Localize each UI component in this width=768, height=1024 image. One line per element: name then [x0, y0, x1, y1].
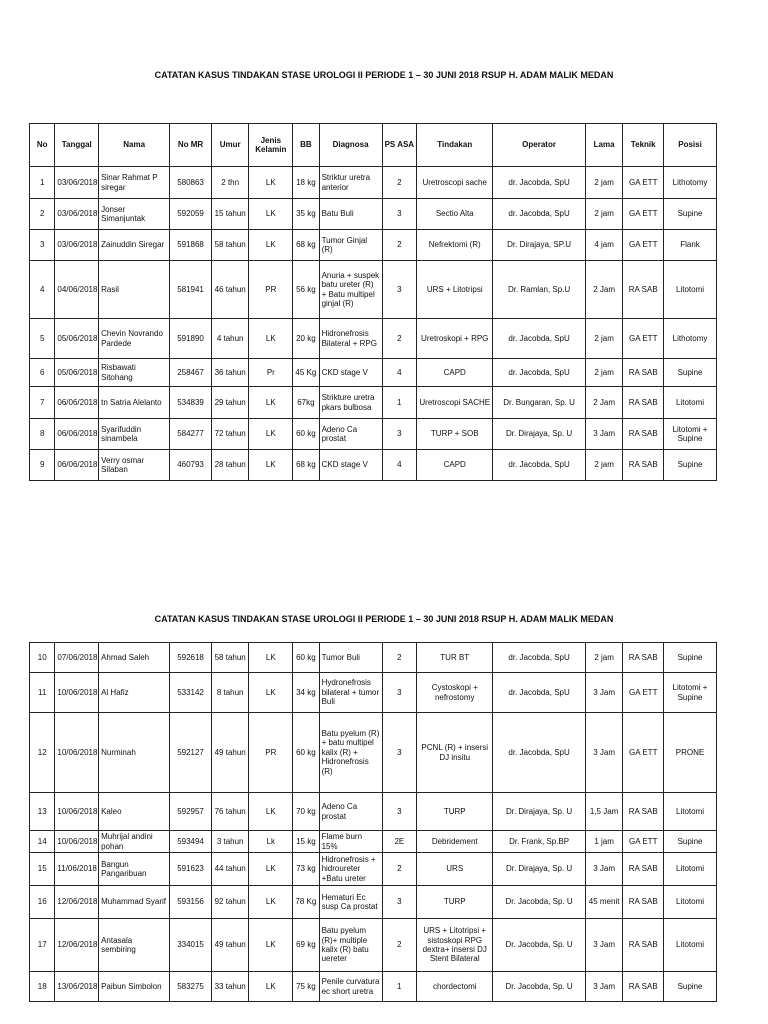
cell-no: 6	[30, 359, 55, 387]
cell-tindakan: Sectio Alta	[417, 199, 493, 230]
cell-jenis-kelamin: Pr	[249, 359, 293, 387]
cell-teknik: RA SAB	[623, 387, 664, 419]
cell-no-mr: 584277	[170, 419, 212, 450]
table-row	[30, 793, 717, 831]
cell-posisi: Supine	[664, 199, 717, 230]
cell-tindakan: URS + Litotripsi + sistoskopi RPG dextra+ insersi DJ Stent Bilateral	[417, 919, 493, 972]
cell-lama: 3 Jam	[585, 419, 623, 450]
table-row	[30, 319, 717, 359]
cell-umur: 76 tahun	[211, 793, 249, 831]
table-row	[30, 713, 717, 793]
cell-bb: 70 kg	[293, 793, 319, 831]
cell-jenis-kelamin: LK	[249, 919, 293, 972]
cell-operator: Dr. Jacobda, Sp. U	[493, 919, 585, 972]
cell-teknik: GA ETT	[623, 319, 664, 359]
cell-tanggal: 11/06/2018	[55, 853, 99, 886]
cell-tindakan: TURP	[417, 793, 493, 831]
cell-ps-asa: 3	[382, 713, 417, 793]
cell-teknik: GA ETT	[623, 713, 664, 793]
cell-umur: 2 thn	[211, 167, 249, 199]
cell-posisi: Litotomi	[664, 261, 717, 319]
cell-no-mr: 581941	[170, 261, 212, 319]
cell-ps-asa: 3	[382, 793, 417, 831]
header-diagnosa: Diagnosa	[319, 124, 382, 167]
cell-nama: Muhammad Syarif	[99, 886, 170, 919]
cell-no-mr: 591623	[170, 853, 212, 886]
cell-tindakan: Uretroscopi SACHE	[417, 387, 493, 419]
cell-tindakan: CAPD	[417, 359, 493, 387]
cell-tanggal: 05/06/2018	[55, 319, 99, 359]
cell-teknik: GA ETT	[623, 673, 664, 713]
cell-bb: 73 kg	[293, 853, 319, 886]
cell-ps-asa: 4	[382, 450, 417, 481]
table-row	[30, 972, 717, 1002]
cell-diagnosa: Striktur uretra anterior	[319, 167, 382, 199]
cell-umur: 58 tahun	[211, 230, 249, 261]
cell-operator: dr. Jacobda, SpU	[493, 673, 585, 713]
cell-teknik: RA SAB	[623, 643, 664, 673]
cell-operator: Dr. Ramlan, Sp.U	[493, 261, 585, 319]
cell-lama: 3 Jam	[585, 972, 623, 1002]
table-row	[30, 919, 717, 972]
cell-tindakan: CAPD	[417, 450, 493, 481]
cell-teknik: RA SAB	[623, 261, 664, 319]
cell-operator: Dr. Jacobda, Sp. U	[493, 972, 585, 1002]
cell-bb: 20 kg	[293, 319, 319, 359]
cell-no: 3	[30, 230, 55, 261]
cell-posisi: Supine	[664, 831, 717, 853]
header-operator: Operator	[493, 124, 585, 167]
cell-jenis-kelamin: Lk	[249, 831, 293, 853]
cell-posisi: Supine	[664, 643, 717, 673]
cell-operator: dr. Jacobda, SpU	[493, 199, 585, 230]
cell-umur: 29 tahun	[211, 387, 249, 419]
table-row	[30, 199, 717, 230]
cell-umur: 49 tahun	[211, 919, 249, 972]
page-title: CATATAN KASUS TINDAKAN STASE UROLOGI II PERIODE 1 – 30 JUNI 2018 RSUP H. ADAM MALIK MEDAN	[154, 70, 614, 80]
cell-teknik: GA ETT	[623, 167, 664, 199]
cell-lama: 2 jam	[585, 643, 623, 673]
cell-lama: 3 Jam	[585, 919, 623, 972]
cell-umur: 44 tahun	[211, 853, 249, 886]
cell-no: 9	[30, 450, 55, 481]
cell-posisi: Litotomi + Supine	[664, 673, 717, 713]
cell-no: 18	[30, 972, 55, 1002]
table-row	[30, 359, 717, 387]
cell-bb: 60 kg	[293, 643, 319, 673]
cell-diagnosa: Batu pyelum (R) + batu multipel kalix (R) + Hidronefrosis (R)	[319, 713, 382, 793]
cell-nama: Kaleo	[99, 793, 170, 831]
cell-tanggal: 03/06/2018	[55, 199, 99, 230]
cell-no: 14	[30, 831, 55, 853]
cell-umur: 36 tahun	[211, 359, 249, 387]
cell-no-mr: 592618	[170, 643, 212, 673]
cell-teknik: RA SAB	[623, 972, 664, 1002]
cell-bb: 68 kg	[293, 230, 319, 261]
cell-umur: 28 tahun	[211, 450, 249, 481]
cell-posisi: Supine	[664, 359, 717, 387]
cell-nama: Jonser Simanjuntak	[99, 199, 170, 230]
cell-jenis-kelamin: LK	[249, 793, 293, 831]
cell-ps-asa: 1	[382, 387, 417, 419]
cell-tanggal: 06/06/2018	[55, 387, 99, 419]
header-no-mr: No MR	[170, 124, 212, 167]
header-no: No	[30, 124, 55, 167]
cell-nama: Sinar Rahmat P siregar	[99, 167, 170, 199]
cell-lama: 2 jam	[585, 450, 623, 481]
header-posisi: Posisi	[664, 124, 717, 167]
table-row	[30, 230, 717, 261]
cell-lama: 2 jam	[585, 167, 623, 199]
table-row	[30, 831, 717, 853]
cell-diagnosa: Hydronefrosis bilateral + tumor Buli	[319, 673, 382, 713]
cell-lama: 3 Jam	[585, 713, 623, 793]
cell-no-mr: 593156	[170, 886, 212, 919]
cell-lama: 2 Jam	[585, 387, 623, 419]
cell-ps-asa: 2	[382, 230, 417, 261]
cell-umur: 49 tahun	[211, 713, 249, 793]
cell-jenis-kelamin: LK	[249, 673, 293, 713]
cell-nama: Rasil	[99, 261, 170, 319]
cell-jenis-kelamin: LK	[249, 643, 293, 673]
cell-jenis-kelamin: LK	[249, 167, 293, 199]
cell-no-mr: 583275	[170, 972, 212, 1002]
cell-no: 8	[30, 419, 55, 450]
cell-bb: 60 kg	[293, 419, 319, 450]
cell-lama: 2 Jam	[585, 261, 623, 319]
cell-teknik: RA SAB	[623, 793, 664, 831]
cell-posisi: Supine	[664, 972, 717, 1002]
cell-diagnosa: Hidronefrosis Bilateral + RPG	[319, 319, 382, 359]
cell-no: 11	[30, 673, 55, 713]
cell-tindakan: PCNL (R) + insersi DJ insitu	[417, 713, 493, 793]
cell-jenis-kelamin: LK	[249, 419, 293, 450]
cell-diagnosa: Batu Buli	[319, 199, 382, 230]
cell-lama: 3 Jam	[585, 673, 623, 713]
cell-jenis-kelamin: PR	[249, 261, 293, 319]
cell-diagnosa: Tumor Buli	[319, 643, 382, 673]
cell-tanggal: 10/06/2018	[55, 673, 99, 713]
cell-posisi: Litotomi	[664, 387, 717, 419]
cell-bb: 60 kg	[293, 713, 319, 793]
cell-operator: Dr. Dirajaya, Sp. U	[493, 419, 585, 450]
table-row	[30, 261, 717, 319]
cell-tanggal: 07/06/2018	[55, 643, 99, 673]
cell-umur: 72 tahun	[211, 419, 249, 450]
cell-diagnosa: Anuria + suspek batu ureter (R) + Batu multipel ginjal (R)	[319, 261, 382, 319]
page-title-2: CATATAN KASUS TINDAKAN STASE UROLOGI II PERIODE 1 – 30 JUNI 2018 RSUP H. ADAM MALIK MEDAN	[154, 614, 614, 624]
cell-teknik: GA ETT	[623, 230, 664, 261]
cell-diagnosa: Adeno Ca prostat	[319, 419, 382, 450]
header-tanggal: Tanggal	[55, 124, 99, 167]
table-row	[30, 167, 717, 199]
cell-lama: 3 Jam	[585, 853, 623, 886]
cell-no: 5	[30, 319, 55, 359]
cell-tindakan: TURP	[417, 886, 493, 919]
cell-no: 7	[30, 387, 55, 419]
cell-no: 2	[30, 199, 55, 230]
table-row	[30, 419, 717, 450]
cell-umur: 46 tahun	[211, 261, 249, 319]
cell-bb: 68 kg	[293, 450, 319, 481]
cell-tanggal: 10/06/2018	[55, 793, 99, 831]
cell-no-mr: 592957	[170, 793, 212, 831]
cell-lama: 1,5 Jam	[585, 793, 623, 831]
cell-operator: Dr. Dirajaya, Sp. U	[493, 853, 585, 886]
cell-no-mr: 258467	[170, 359, 212, 387]
header-nama: Nama	[99, 124, 170, 167]
cell-diagnosa: Penile curvatura ec short uretra	[319, 972, 382, 1002]
cell-nama: Antasala sembiring	[99, 919, 170, 972]
cell-nama: Chevin Novrando Pardede	[99, 319, 170, 359]
cell-no-mr: 533142	[170, 673, 212, 713]
cell-diagnosa: CKD stage V	[319, 450, 382, 481]
cell-bb: 67kg	[293, 387, 319, 419]
cell-teknik: GA ETT	[623, 199, 664, 230]
cell-jenis-kelamin: LK	[249, 230, 293, 261]
cell-nama: Muhrijal andini pohan	[99, 831, 170, 853]
table-header-row	[30, 124, 717, 167]
header-bb: BB	[293, 124, 319, 167]
cell-umur: 3 tahun	[211, 831, 249, 853]
cell-no-mr: 592127	[170, 713, 212, 793]
cell-jenis-kelamin: LK	[249, 387, 293, 419]
cell-operator: Dr. Frank, Sp.BP	[493, 831, 585, 853]
cell-tindakan: URS	[417, 853, 493, 886]
table-row	[30, 387, 717, 419]
cell-tanggal: 06/06/2018	[55, 419, 99, 450]
case-log-table-2	[29, 642, 717, 1002]
cell-jenis-kelamin: LK	[249, 853, 293, 886]
cell-no-mr: 591890	[170, 319, 212, 359]
cell-umur: 8 tahun	[211, 673, 249, 713]
cell-nama: Bangun Pangaribuan	[99, 853, 170, 886]
cell-umur: 33 tahun	[211, 972, 249, 1002]
cell-tindakan: Uretroscopi sache	[417, 167, 493, 199]
header-umur: Umur	[211, 124, 249, 167]
cell-lama: 2 jam	[585, 319, 623, 359]
cell-ps-asa: 2	[382, 853, 417, 886]
cell-operator: Dr. Jacobda, Sp. U	[493, 886, 585, 919]
cell-posisi: Litotomi	[664, 919, 717, 972]
cell-diagnosa: Adeno Ca prostat	[319, 793, 382, 831]
cell-diagnosa: Flame burn 15%	[319, 831, 382, 853]
cell-tanggal: 12/06/2018	[55, 919, 99, 972]
cell-tindakan: chordectomi	[417, 972, 493, 1002]
cell-teknik: RA SAB	[623, 853, 664, 886]
cell-tanggal: 13/06/2018	[55, 972, 99, 1002]
cell-tanggal: 03/06/2018	[55, 167, 99, 199]
cell-no-mr: 534839	[170, 387, 212, 419]
cell-umur: 4 tahun	[211, 319, 249, 359]
cell-posisi: Litotomi	[664, 793, 717, 831]
cell-ps-asa: 3	[382, 673, 417, 713]
cell-tanggal: 06/06/2018	[55, 450, 99, 481]
cell-tindakan: TUR BT	[417, 643, 493, 673]
cell-diagnosa: Strikture uretra pkars bulbosa	[319, 387, 382, 419]
cell-tanggal: 12/06/2018	[55, 886, 99, 919]
cell-no: 10	[30, 643, 55, 673]
cell-operator: Dr. Bungaran, Sp. U	[493, 387, 585, 419]
cell-ps-asa: 1	[382, 972, 417, 1002]
cell-tindakan: Debridement	[417, 831, 493, 853]
cell-diagnosa: Hidronefrosis + hidroureter +Batu ureter	[319, 853, 382, 886]
cell-diagnosa: Batu pyelum (R)+ multiple kalix (R) batu uereter	[319, 919, 382, 972]
cell-operator: dr. Jacobda, SpU	[493, 359, 585, 387]
cell-jenis-kelamin: LK	[249, 886, 293, 919]
case-log-table-1	[29, 123, 717, 481]
cell-ps-asa: 2	[382, 919, 417, 972]
cell-teknik: RA SAB	[623, 419, 664, 450]
cell-posisi: Litotomi + Supine	[664, 419, 717, 450]
cell-nama: tn Satria Alelanto	[99, 387, 170, 419]
cell-diagnosa: Tumor Ginjal (R)	[319, 230, 382, 261]
cell-bb: 35 kg	[293, 199, 319, 230]
cell-no: 1	[30, 167, 55, 199]
cell-ps-asa: 2	[382, 319, 417, 359]
table-row	[30, 643, 717, 673]
cell-tanggal: 05/06/2018	[55, 359, 99, 387]
header-teknik: Teknik	[623, 124, 664, 167]
cell-tindakan: Uretroskopi + RPG	[417, 319, 493, 359]
cell-posisi: Litotomi	[664, 886, 717, 919]
cell-jenis-kelamin: PR	[249, 713, 293, 793]
cell-teknik: RA SAB	[623, 886, 664, 919]
cell-ps-asa: 3	[382, 199, 417, 230]
cell-no-mr: 592059	[170, 199, 212, 230]
cell-operator: Dr. Dirajaya, Sp. U	[493, 793, 585, 831]
cell-bb: 75 kg	[293, 972, 319, 1002]
header-lama: Lama	[585, 124, 623, 167]
cell-operator: dr. Jacobda, SpU	[493, 713, 585, 793]
cell-bb: 69 kg	[293, 919, 319, 972]
cell-operator: dr. Jacobda, SpU	[493, 319, 585, 359]
cell-tindakan: URS + Litotripsi	[417, 261, 493, 319]
cell-lama: 2 jam	[585, 199, 623, 230]
cell-teknik: RA SAB	[623, 359, 664, 387]
cell-nama: Paibun Simbolon	[99, 972, 170, 1002]
cell-posisi: Supine	[664, 450, 717, 481]
cell-tindakan: Cystoskopi + nefrostomy	[417, 673, 493, 713]
cell-no-mr: 593494	[170, 831, 212, 853]
cell-jenis-kelamin: LK	[249, 450, 293, 481]
cell-lama: 2 jam	[585, 359, 623, 387]
cell-nama: Syarifuddin sinambela	[99, 419, 170, 450]
table-row	[30, 853, 717, 886]
table-row	[30, 886, 717, 919]
cell-no: 13	[30, 793, 55, 831]
cell-ps-asa: 4	[382, 359, 417, 387]
cell-ps-asa: 3	[382, 261, 417, 319]
cell-no-mr: 591868	[170, 230, 212, 261]
cell-posisi: Lithotomy	[664, 319, 717, 359]
cell-nama: Al Hafiz	[99, 673, 170, 713]
cell-operator: Dr. Dirajaya, SP.U	[493, 230, 585, 261]
cell-tanggal: 10/06/2018	[55, 831, 99, 853]
cell-nama: Nurminah	[99, 713, 170, 793]
cell-umur: 92 tahun	[211, 886, 249, 919]
cell-operator: dr. Jacobda, SpU	[493, 450, 585, 481]
header-jenis-kelamin: Jenis Kelamin	[249, 124, 293, 167]
cell-lama: 1 jam	[585, 831, 623, 853]
cell-nama: Risbawati Sitohang	[99, 359, 170, 387]
cell-lama: 4 jam	[585, 230, 623, 261]
table-row	[30, 450, 717, 481]
cell-tindakan: Nefrektomi (R)	[417, 230, 493, 261]
cell-tindakan: TURP + SOB	[417, 419, 493, 450]
cell-operator: dr. Jacobda, SpU	[493, 643, 585, 673]
cell-nama: Zainuddin Siregar	[99, 230, 170, 261]
cell-jenis-kelamin: LK	[249, 319, 293, 359]
cell-lama: 45 menit	[585, 886, 623, 919]
cell-no-mr: 334015	[170, 919, 212, 972]
cell-no: 17	[30, 919, 55, 972]
cell-tanggal: 10/06/2018	[55, 713, 99, 793]
cell-teknik: RA SAB	[623, 919, 664, 972]
cell-jenis-kelamin: LK	[249, 199, 293, 230]
cell-no: 4	[30, 261, 55, 319]
cell-teknik: GA ETT	[623, 831, 664, 853]
header-ps-asa: PS ASA	[382, 124, 417, 167]
cell-ps-asa: 2	[382, 643, 417, 673]
cell-diagnosa: Hematuri Ec susp Ca prostat	[319, 886, 382, 919]
cell-bb: 78 Kg	[293, 886, 319, 919]
cell-nama: Verry osmar Silaban	[99, 450, 170, 481]
cell-bb: 56 kg	[293, 261, 319, 319]
cell-bb: 34 kg	[293, 673, 319, 713]
cell-tanggal: 04/06/2018	[55, 261, 99, 319]
header-tindakan: Tindakan	[417, 124, 493, 167]
cell-posisi: Litotomi	[664, 853, 717, 886]
cell-jenis-kelamin: LK	[249, 972, 293, 1002]
cell-operator: dr. Jacobda, SpU	[493, 167, 585, 199]
cell-no-mr: 460793	[170, 450, 212, 481]
cell-ps-asa: 2E	[382, 831, 417, 853]
cell-posisi: Lithotomy	[664, 167, 717, 199]
cell-bb: 18 kg	[293, 167, 319, 199]
cell-no: 12	[30, 713, 55, 793]
cell-umur: 58 tahun	[211, 643, 249, 673]
cell-no: 15	[30, 853, 55, 886]
cell-ps-asa: 3	[382, 886, 417, 919]
cell-posisi: Flank	[664, 230, 717, 261]
cell-diagnosa: CKD stage V	[319, 359, 382, 387]
cell-umur: 15 tahun	[211, 199, 249, 230]
cell-bb: 45 Kg	[293, 359, 319, 387]
cell-no-mr: 580863	[170, 167, 212, 199]
cell-no: 16	[30, 886, 55, 919]
cell-nama: Ahmad Saleh	[99, 643, 170, 673]
cell-tanggal: 03/06/2018	[55, 230, 99, 261]
cell-ps-asa: 2	[382, 167, 417, 199]
cell-bb: 15 kg	[293, 831, 319, 853]
cell-posisi: PRONE	[664, 713, 717, 793]
cell-teknik: RA SAB	[623, 450, 664, 481]
cell-ps-asa: 3	[382, 419, 417, 450]
table-row	[30, 673, 717, 713]
